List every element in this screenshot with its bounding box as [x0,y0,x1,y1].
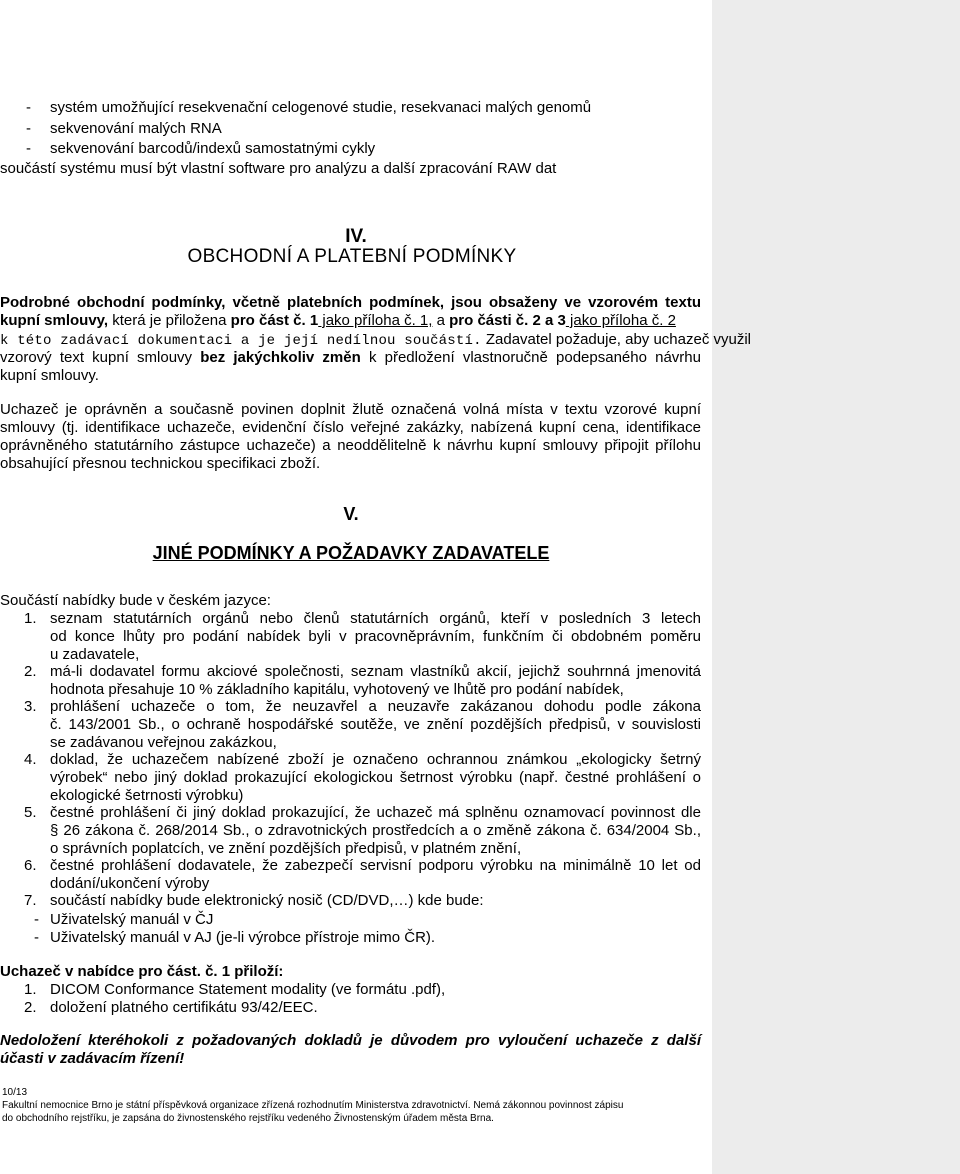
list-number: 5. [24,804,37,821]
bullet-item: sekvenování malých RNA [50,120,222,137]
attachment-item: doložení platného certifikátu 93/42/EEC. [50,999,318,1016]
sub-item: Uživatelský manuál v ČJ [50,911,214,928]
bullet-item: systém umožňující resekvenační celogenové studie, resekvanaci malých genomů [50,99,592,116]
list-item-line: o správních poplatcích, ve znění pozdějších předpisů, v platném znění, [50,840,522,857]
list-number: 2. [24,999,37,1016]
completion-paragraph-line: obsahující přesnou technickou specifikaci zboží. [0,455,321,472]
list-number: 1. [24,981,37,998]
list-item-line: § 26 zákona č. 268/2014 Sb., o zdravotnických prostředcích a o změně zákona č. 634/2004 Sb., [50,822,701,839]
list-item-line: ekologické šetrnosti výrobku) [50,787,244,804]
section-number: IV. [345,226,367,247]
annex-2-link[interactable]: jako příloha č. 2 [565,312,676,329]
bullet-dash: - [26,140,31,157]
list-item-line: u zadavatele, [50,646,140,663]
list-number: 7. [24,892,37,909]
section-title: OBCHODNÍ A PLATEBNÍ PODMÍNKY [187,246,517,267]
section-number: V. [343,504,359,524]
completion-paragraph-line: Uchazeč je oprávněn a současně povinen doplnit žlutě označená volná místa v textu vzorové kupní [0,401,701,418]
list-number: 4. [24,751,37,768]
bullet-item: sekvenování barcodů/indexů samostatnými cykly [50,140,376,157]
footer-line: Fakultní nemocnice Brno je státní příspěvková organizace zřízená rozhodnutím Ministerstva zdravotnictví. Nemá zákonnou povinnost zápisu [2,1100,624,1111]
list-item-line: součástí nabídky bude elektronický nosič (CD/DVD,…) kde bude: [50,892,484,909]
comment-margin-panel [712,0,960,1174]
sub-item-dash: - [34,911,39,928]
list-number: 6. [24,857,37,874]
list-item-line: doklad, že uchazečem nabízené zboží je označeno ochrannou známkou „ekologicky šetrný [50,751,701,768]
list-number: 2. [24,663,37,680]
list-item-line: čestné prohlášení dodavatele, že zabezpečí servisní podporu výrobku na minimálně 10 let od [50,857,701,874]
bullet-dash: - [26,99,31,116]
attachment-item: DICOM Conformance Statement modality (ve formátu .pdf), [50,981,446,998]
sub-item: Uživatelský manuál v AJ (je-li výrobce přístroje mimo ČR). [50,929,436,946]
section-title: JINÉ PODMÍNKY A POŽADAVKY ZADAVATELE [152,543,550,563]
list-item-line: č. 143/2001 Sb., o ochraně hospodářské soutěže, ve znění pozdějších předpisů, v souvislosti [50,716,701,733]
list-number: 3. [24,698,37,715]
terms-paragraph-line: kupní smlouvy, která je přiložena pro část č. 1 jako příloha č. 1, a pro části č. 2 a 3 jako příloha č. 2 [0,312,676,329]
list-item-line: od konce lhůty pro podání nabídek byli v pracovněprávním, funkčním či obdobném poměru [50,628,701,645]
completion-paragraph-line: smlouvy (tj. identifikace uchazeče, evidenční číslo veřejné zakázky, nabízená kupní cena, identifikace [0,419,701,436]
footer-line: do obchodního rejstříku, je zapsána do živnostenského rejstříku vedeného Živnostenským úřadem města Brna. [2,1113,494,1124]
exclusion-warning-line: účasti v zadávacím řízení! [0,1050,185,1067]
annex-1-link[interactable]: jako příloha č. 1, [318,312,433,329]
exclusion-warning-line: Nedoložení kteréhokoli z požadovaných dokladů je důvodem pro vyloučení uchazeče z další [0,1032,701,1049]
list-item-line: výrobek“ nebo jiný doklad prokazující ekologickou šetrnost výrobku (např. čestné prohlášení o [50,769,701,786]
completion-paragraph-line: oprávněného statutárního zástupce uchazeče) a neoddělitelně k návrhu kupní smlouvy připojit přílohu [0,437,701,454]
part1-heading: Uchazeč v nabídce pro část. č. 1 přiloží: [0,963,284,980]
bullet-dash: - [26,120,31,137]
terms-paragraph-line: k této zadávací dokumentaci a je její nedílnou součástí. Zadavatel požaduje, aby uchazeč využil [0,331,752,349]
sub-item-dash: - [34,929,39,946]
list-item-line: čestné prohlášení či jiný doklad prokazující, že uchazeč má splněnu oznamovací povinnost dle [50,804,701,821]
list-item-line: prohlášení uchazeče o tom, že neuzavřel a neuzavře zakázanou dohodu podle zákona [50,698,701,715]
list-item-line: hodnota přesahuje 10 % základního kapitálu, vyhotovený ve lhůtě pro podání nabídek, [50,681,624,698]
terms-paragraph-line: vzorový text kupní smlouvy bez jakýchkoliv změn k předložení vlastnoručně podepsaného návrhu [0,349,701,366]
page-number: 10/13 [2,1087,28,1098]
list-item-line: má-li dodavatel formu akciové společnosti, seznam vlastníků akcií, jejichž souhrnná jmenovitá [50,663,701,680]
list-item-line: dodání/ukončení výroby [50,875,210,892]
terms-paragraph-line: kupní smlouvy. [0,367,99,384]
terms-paragraph-line: Podrobné obchodní podmínky, včetně platebních podmínek, jsou obsaženy ve vzorovém textu [0,294,701,311]
list-item-line: se zadávanou veřejnou zakázkou, [50,734,277,751]
software-requirement: součástí systému musí být vlastní software pro analýzu a další zpracování RAW dat [0,160,557,177]
list-item-line: seznam statutárních orgánů nebo členů statutárních orgánů, kteří v posledních 3 letech [50,610,701,627]
list-number: 1. [24,610,37,627]
requirements-intro: Součástí nabídky bude v českém jazyce: [0,592,271,609]
